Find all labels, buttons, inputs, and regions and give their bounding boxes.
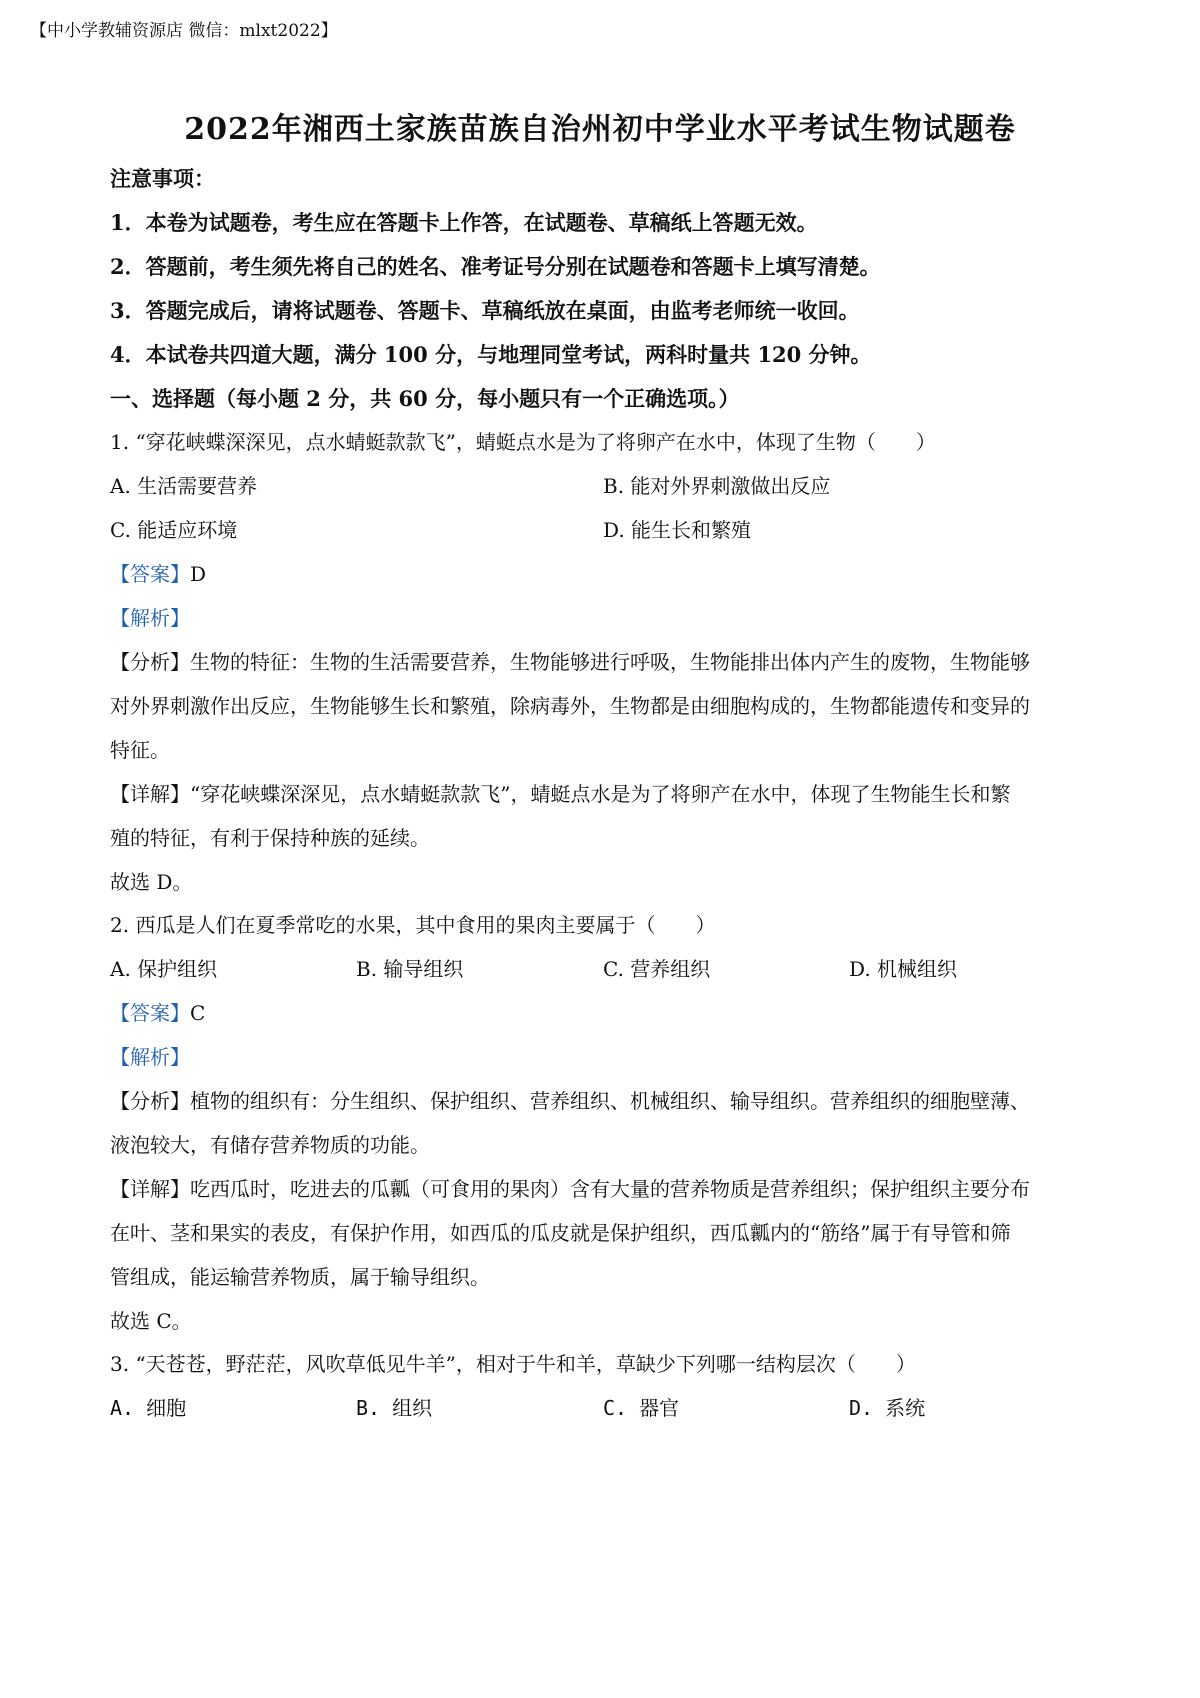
notice-item: 3．答题完成后，请将试题卷、答题卡、草稿纸放在桌面，由监考老师统一收回。 (110, 298, 860, 323)
q1-option-d: D. 能生长和繁殖 (603, 518, 752, 542)
q3-stem: 3. “天苍苍，野茫茫，风吹草低见牛羊”，相对于牛和羊，草缺少下列哪一结构层次（ ） (110, 1352, 916, 1376)
q3-option-b: B. 组织 (356, 1396, 433, 1420)
q1-analysis-tag: 【解析】 (110, 606, 190, 630)
notice-item: 4．本试卷共四道大题，满分 100 分，与地理同堂考试，两科时量共 120 分钟。 (110, 342, 872, 367)
q2-fenxi-text: 液泡较大，有储存营养物质的功能。 (110, 1133, 430, 1157)
q2-answer (110, 999, 205, 1027)
q2-option-b: B. 输导组织 (356, 957, 464, 981)
section-heading: 一、选择题（每小题 2 分，共 60 分，每小题只有一个正确选项。） (110, 386, 740, 411)
xiangjie-tag: 【详解】 (110, 782, 190, 806)
q1-xiangjie (110, 780, 1010, 808)
q2-xiangjie-text: 在叶、茎和果实的表皮，有保护作用，如西瓜的瓜皮就是保护组织，西瓜瓤内的“筋络”属于有导管和筛 (110, 1221, 1011, 1245)
q1-fenxi-text: 生物的特征：生物的生活需要营养，生物能够进行呼吸，生物能排出体内产生的废物，生物能够 (190, 650, 1030, 674)
q1-xiangjie-text: 殖的特征，有利于保持种族的延续。 (110, 826, 430, 850)
q2-xiangjie-text: 管组成，能运输营养物质，属于输导组织。 (110, 1265, 490, 1289)
q1-answer (110, 560, 206, 588)
q2-option-a: A. 保护组织 (110, 957, 218, 981)
fenxi-tag: 【分析】 (110, 1089, 190, 1113)
q1-answer-value: D (190, 562, 207, 586)
q2-analysis-tag: 【解析】 (110, 1045, 190, 1069)
notice-heading: 注意事项： (110, 166, 215, 191)
q1-stem: 1. “穿花峡蝶深深见，点水蜻蜓款款飞”，蜻蜓点水是为了将卵产在水中，体现了生物（ ） (110, 430, 936, 454)
q1-option-a: A. 生活需要营养 (110, 474, 258, 498)
fenxi-tag: 【分析】 (110, 650, 190, 674)
q2-fenxi-text: 植物的组织有：分生组织、保护组织、营养组织、机械组织、输导组织。营养组织的细胞壁薄、 (190, 1089, 1030, 1113)
q1-fenxi-text: 对外界刺激作出反应，生物能够生长和繁殖，除病毒外，生物都是由细胞构成的，生物都能遗传和变异的 (110, 694, 1030, 718)
q2-xiangjie (110, 1175, 1030, 1203)
q2-option-d: D. 机械组织 (849, 957, 958, 981)
q1-fenxi (110, 648, 1030, 676)
q3-option-d: D. 系统 (849, 1396, 926, 1420)
q2-option-c: C. 营养组织 (603, 957, 711, 981)
q3-option-c: C. 器官 (603, 1396, 680, 1420)
q2-conclusion: 故选 C。 (110, 1309, 192, 1333)
notice-item: 1．本卷为试题卷，考生应在答题卡上作答，在试题卷、草稿纸上答题无效。 (110, 210, 818, 235)
q2-stem: 2. 西瓜是人们在夏季常吃的水果，其中食用的果肉主要属于（ ） (110, 913, 716, 937)
q2-fenxi (110, 1087, 1030, 1115)
q1-option-b: B. 能对外界刺激做出反应 (603, 474, 831, 498)
q1-option-c: C. 能适应环境 (110, 518, 238, 542)
page-title: 2022年湘西土家族苗族自治州初中学业水平考试生物试题卷 (184, 112, 1016, 147)
q2-answer-value: C (190, 1001, 206, 1025)
xiangjie-tag: 【详解】 (110, 1177, 190, 1201)
q1-fenxi-text: 特征。 (110, 738, 170, 762)
answer-tag: 【答案】 (110, 1001, 190, 1025)
answer-tag: 【答案】 (110, 562, 190, 586)
q1-xiangjie-text: “穿花峡蝶深深见，点水蜻蜓款款飞”，蜻蜓点水是为了将卵产在水中，体现了生物能生长和繁 (190, 782, 1011, 806)
q2-xiangjie-text: 吃西瓜时，吃进去的瓜瓤（可食用的果肉）含有大量的营养物质是营养组织；保护组织主要分布 (190, 1177, 1030, 1201)
q3-option-a: A. 细胞 (110, 1396, 187, 1420)
q1-conclusion: 故选 D。 (110, 870, 193, 894)
header-note: 【中小学教辅资源店 微信：mlxt2022】 (30, 21, 338, 41)
notice-item: 2．答题前，考生须先将自己的姓名、准考证号分别在试题卷和答题卡上填写清楚。 (110, 254, 881, 279)
